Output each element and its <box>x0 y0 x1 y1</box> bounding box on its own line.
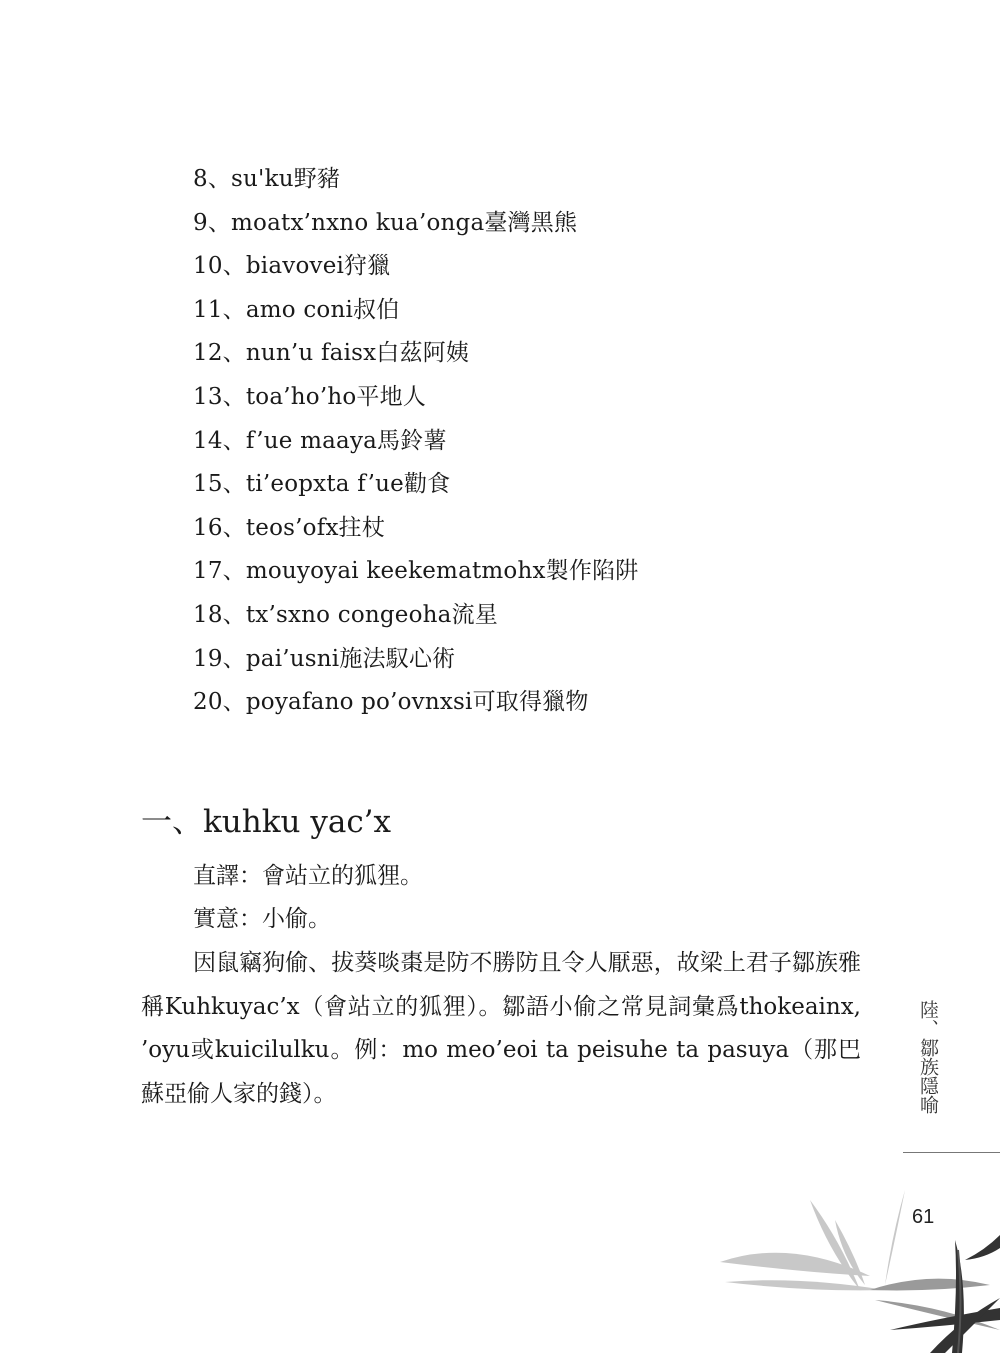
list-item: 13、toa’ho’ho平地人 <box>193 383 427 410</box>
list-item: 17、mouyoyai keekematmohx製作陷阱 <box>193 558 639 585</box>
list-item: 11、amo coni叔伯 <box>193 296 400 323</box>
list-item: 16、teos’ofx拄杖 <box>193 514 386 541</box>
list-item: 10、biavovei狩獵 <box>193 253 391 280</box>
list-item: 18、tx’sxno congeoha流星 <box>193 601 498 628</box>
actual-meaning: 實意：小偷。 <box>193 906 331 932</box>
literal-translation: 直譯：會站立的狐狸。 <box>193 863 423 889</box>
list-item: 14、f’ue maaya馬鈴薯 <box>193 427 447 454</box>
divider <box>903 1152 1000 1153</box>
bamboo-leaves-icon <box>700 1180 1000 1353</box>
list-item: 8、su'ku野豬 <box>193 166 341 192</box>
list-item: 20、poyafano po’ovnxsi可取得獵物 <box>193 689 589 716</box>
chapter-title: 陸、鄒族隱喻 <box>917 1000 939 1114</box>
vocabulary-list <box>193 158 638 725</box>
list-item: 9、moatx’nxno kua’onga臺灣黑熊 <box>193 209 578 236</box>
page-number: 61 <box>912 1206 935 1228</box>
section-heading: 一、kuhku yac’x <box>141 804 392 840</box>
body-paragraph: 因鼠竊狗偷、拔葵啖棗是防不勝防且令人厭惡，故梁上君子鄒族雅稱Kuhkuyac’x（會站立的狐狸）。鄒語小偷之常見詞彙爲thokeainx, ’oyu或kuicilulku。例：mo meo’eoi ta peisuhe ta pasuya（那巴蘇亞偷人家的錢）。 <box>141 950 861 1107</box>
list-item: 12、nun’u faisx白茲阿姨 <box>193 340 470 367</box>
list-item: 19、pai’usni施法馭心術 <box>193 645 456 672</box>
list-item: 15、ti’eopxta f’ue勸食 <box>193 471 451 498</box>
